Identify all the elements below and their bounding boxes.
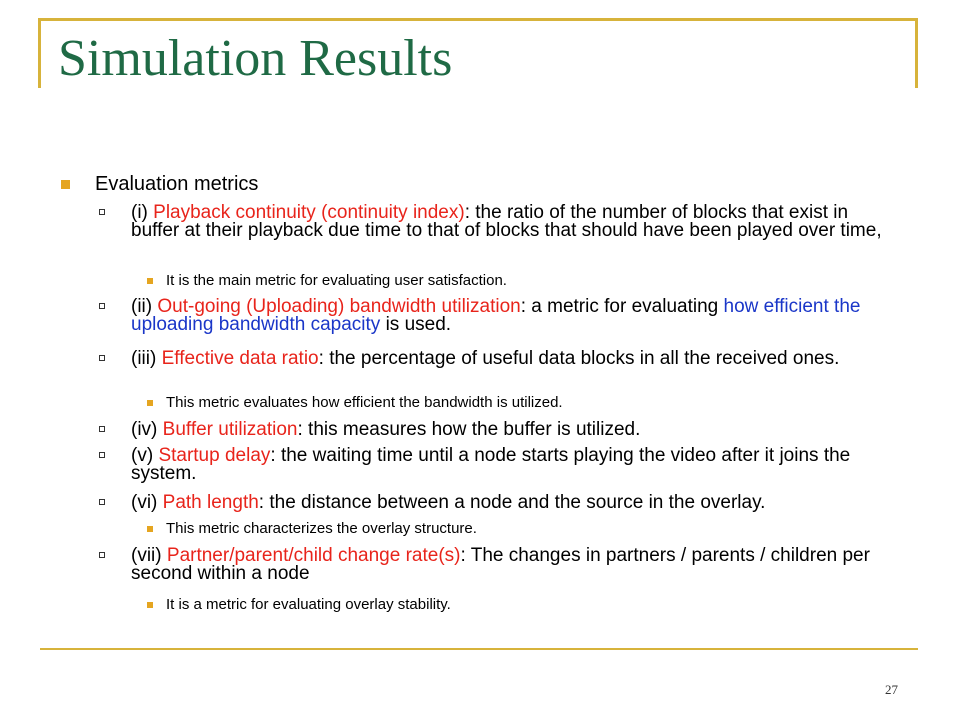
metric-term: Out-going (Uploading) bandwidth utilization — [157, 296, 521, 317]
metric-description-end: is used. — [380, 314, 452, 335]
bullet-evaluation-metrics — [95, 172, 258, 196]
hollow-square-bullet-icon — [99, 209, 105, 215]
square-bullet-icon — [147, 602, 153, 608]
sub-bullet-bandwidth-efficiency — [166, 394, 886, 412]
metric-description: : The changes in partners / parents / children per second within a node — [131, 545, 870, 584]
metric-description: : the waiting time until a node starts playing the video after it joins the system. — [131, 445, 851, 484]
metric-playback-continuity — [131, 204, 901, 240]
metric-path-length — [131, 494, 901, 512]
hollow-square-bullet-icon — [99, 552, 105, 558]
metric-term: Effective data ratio — [161, 348, 319, 369]
square-bullet-icon — [61, 180, 70, 189]
metric-prefix: (ii) — [131, 296, 158, 317]
metric-term: Playback continuity (continuity index) — [153, 202, 465, 223]
metric-description: : a metric for evaluating — [520, 296, 724, 317]
frame-right-line — [915, 18, 918, 88]
frame-top-line — [38, 18, 918, 21]
sub-bullet-text: It is the main metric for evaluating user satisfaction. — [166, 272, 507, 289]
metric-description: : the percentage of useful data blocks in all the received ones. — [318, 348, 840, 369]
metric-outgoing-bandwidth — [131, 298, 901, 334]
sub-bullet-user-satisfaction — [166, 272, 886, 290]
sub-bullet-text: This metric characterizes the overlay structure. — [166, 520, 477, 537]
metric-prefix: (i) — [131, 202, 154, 223]
hollow-square-bullet-icon — [99, 499, 105, 505]
sub-bullet-text: It is a metric for evaluating overlay stability. — [166, 596, 451, 613]
metric-prefix: (vi) — [131, 492, 163, 513]
metric-startup-delay — [131, 447, 901, 483]
metric-description: : this measures how the buffer is utilized. — [297, 419, 641, 440]
metric-description: : the distance between a node and the source in the overlay. — [258, 492, 766, 513]
metric-partner-change-rate — [131, 547, 901, 583]
square-bullet-icon — [147, 400, 153, 406]
frame-left-line — [38, 18, 41, 88]
slide-title: Simulation Results — [58, 30, 453, 87]
footer-rule — [40, 648, 918, 650]
square-bullet-icon — [147, 526, 153, 532]
metric-highlight-blue: how efficient the uploading bandwidth capacity — [131, 296, 861, 335]
metric-prefix: (iv) — [131, 419, 163, 440]
hollow-square-bullet-icon — [99, 426, 105, 432]
metric-prefix: (iii) — [131, 348, 162, 369]
metric-effective-data-ratio — [131, 350, 901, 368]
metric-term: Buffer utilization — [162, 419, 298, 440]
metric-term: Startup delay — [158, 445, 271, 466]
heading-text: Evaluation metrics — [95, 173, 259, 195]
hollow-square-bullet-icon — [99, 355, 105, 361]
metric-term: Partner/parent/child change rate(s) — [166, 545, 461, 566]
metric-prefix: (v) — [131, 445, 159, 466]
hollow-square-bullet-icon — [99, 303, 105, 309]
page-number: 27 — [885, 682, 898, 697]
metric-prefix: (vii) — [131, 545, 167, 566]
metric-buffer-utilization — [131, 421, 901, 439]
sub-bullet-overlay-structure — [166, 520, 886, 538]
metric-description: : the ratio of the number of blocks that exist in buffer at their playback due time to that of blocks that should have been played over time, — [131, 202, 882, 241]
square-bullet-icon — [147, 278, 153, 284]
sub-bullet-overlay-stability — [166, 596, 886, 614]
hollow-square-bullet-icon — [99, 452, 105, 458]
sub-bullet-text: This metric evaluates how efficient the bandwidth is utilized. — [166, 394, 563, 411]
metric-term: Path length — [162, 492, 259, 513]
